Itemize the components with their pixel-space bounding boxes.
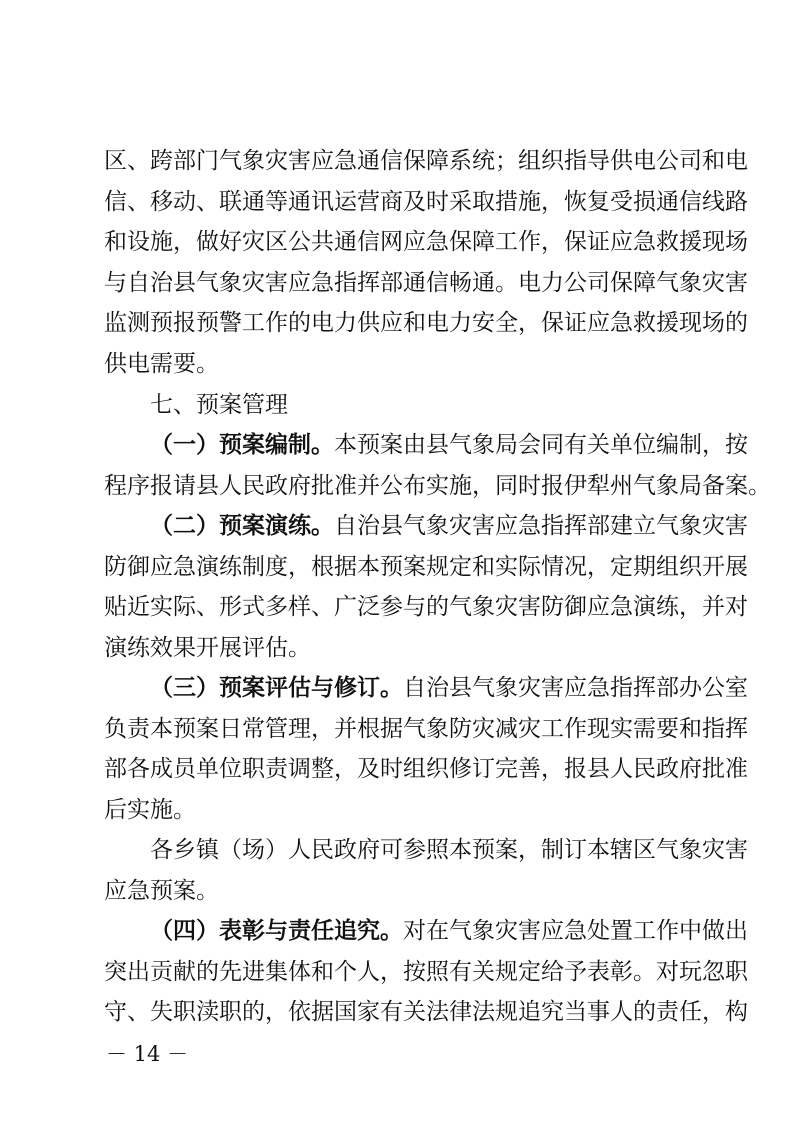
paragraph-5-line-1 xyxy=(150,916,748,946)
paragraph-3-text: 自治县气象灾害应急指挥部办公室 xyxy=(403,675,748,701)
page-number: － 14 － xyxy=(106,1042,189,1066)
body-text-line: 区、跨部门气象灾害应急通信保障系统；组织指导供电公司和电 xyxy=(104,148,748,174)
body-text-line: 监测预报预警工作的电力供应和电力安全，保证应急救援现场的 xyxy=(104,310,748,336)
paragraph-5-text: 对在气象灾害应急处置工作中做出 xyxy=(403,918,748,944)
paragraph-4-line-1: 各乡镇（场）人民政府可参照本预案，制订本辖区气象灾害 xyxy=(150,837,748,863)
paragraph-1-text: 本预案由县气象局会同有关单位编制，按 xyxy=(334,432,748,458)
body-text-line: 与自治县气象灾害应急指挥部通信畅通。电力公司保障气象灾害 xyxy=(104,270,748,296)
paragraph-2-text: 自治县气象灾害应急指挥部建立气象灾害 xyxy=(334,513,748,539)
paragraph-4-line-2: 应急预案。 xyxy=(104,878,219,904)
paragraph-5-line-3: 守、失职渎职的，依据国家有关法律法规追究当事人的责任，构 xyxy=(104,999,748,1025)
paragraph-2-line-2: 防御应急演练制度，根据本预案规定和实际情况，定期组织开展 xyxy=(104,554,748,580)
paragraph-2-line-1 xyxy=(150,511,748,541)
paragraph-3-line-3: 部各成员单位职责调整，及时组织修订完善，报县人民政府批准 xyxy=(104,756,748,782)
paragraph-2-line-4: 演练效果开展评估。 xyxy=(104,635,311,661)
section-heading: 七、预案管理 xyxy=(150,392,288,418)
paragraph-2-line-3: 贴近实际、形式多样、广泛参与的气象灾害防御应急演练，并对 xyxy=(104,594,748,620)
paragraph-3-line-1 xyxy=(150,673,748,703)
body-text-line: 供电需要。 xyxy=(104,351,219,377)
body-text-line: 和设施，做好灾区公共通信网应急保障工作，保证应急救援现场 xyxy=(104,229,748,255)
paragraph-1-line-2: 程序报请县人民政府批准并公布实施，同时报伊犁州气象局备案。 xyxy=(104,473,771,499)
paragraph-1-label: （一）预案编制。 xyxy=(150,431,334,458)
paragraph-3-line-4: 后实施。 xyxy=(104,797,196,823)
paragraph-3-label: （三）预案评估与修订。 xyxy=(150,674,403,701)
paragraph-5-label: （四）表彰与责任追究。 xyxy=(150,917,403,944)
paragraph-2-label: （二）预案演练。 xyxy=(150,512,334,539)
body-text-line: 信、移动、联通等通讯运营商及时采取措施，恢复受损通信线路 xyxy=(104,189,748,215)
paragraph-5-line-2: 突出贡献的先进集体和个人，按照有关规定给予表彰。对玩忽职 xyxy=(104,959,748,985)
paragraph-3-line-2: 负责本预案日常管理，并根据气象防灾减灾工作现实需要和指挥 xyxy=(104,716,748,742)
paragraph-1-line-1 xyxy=(150,430,748,460)
